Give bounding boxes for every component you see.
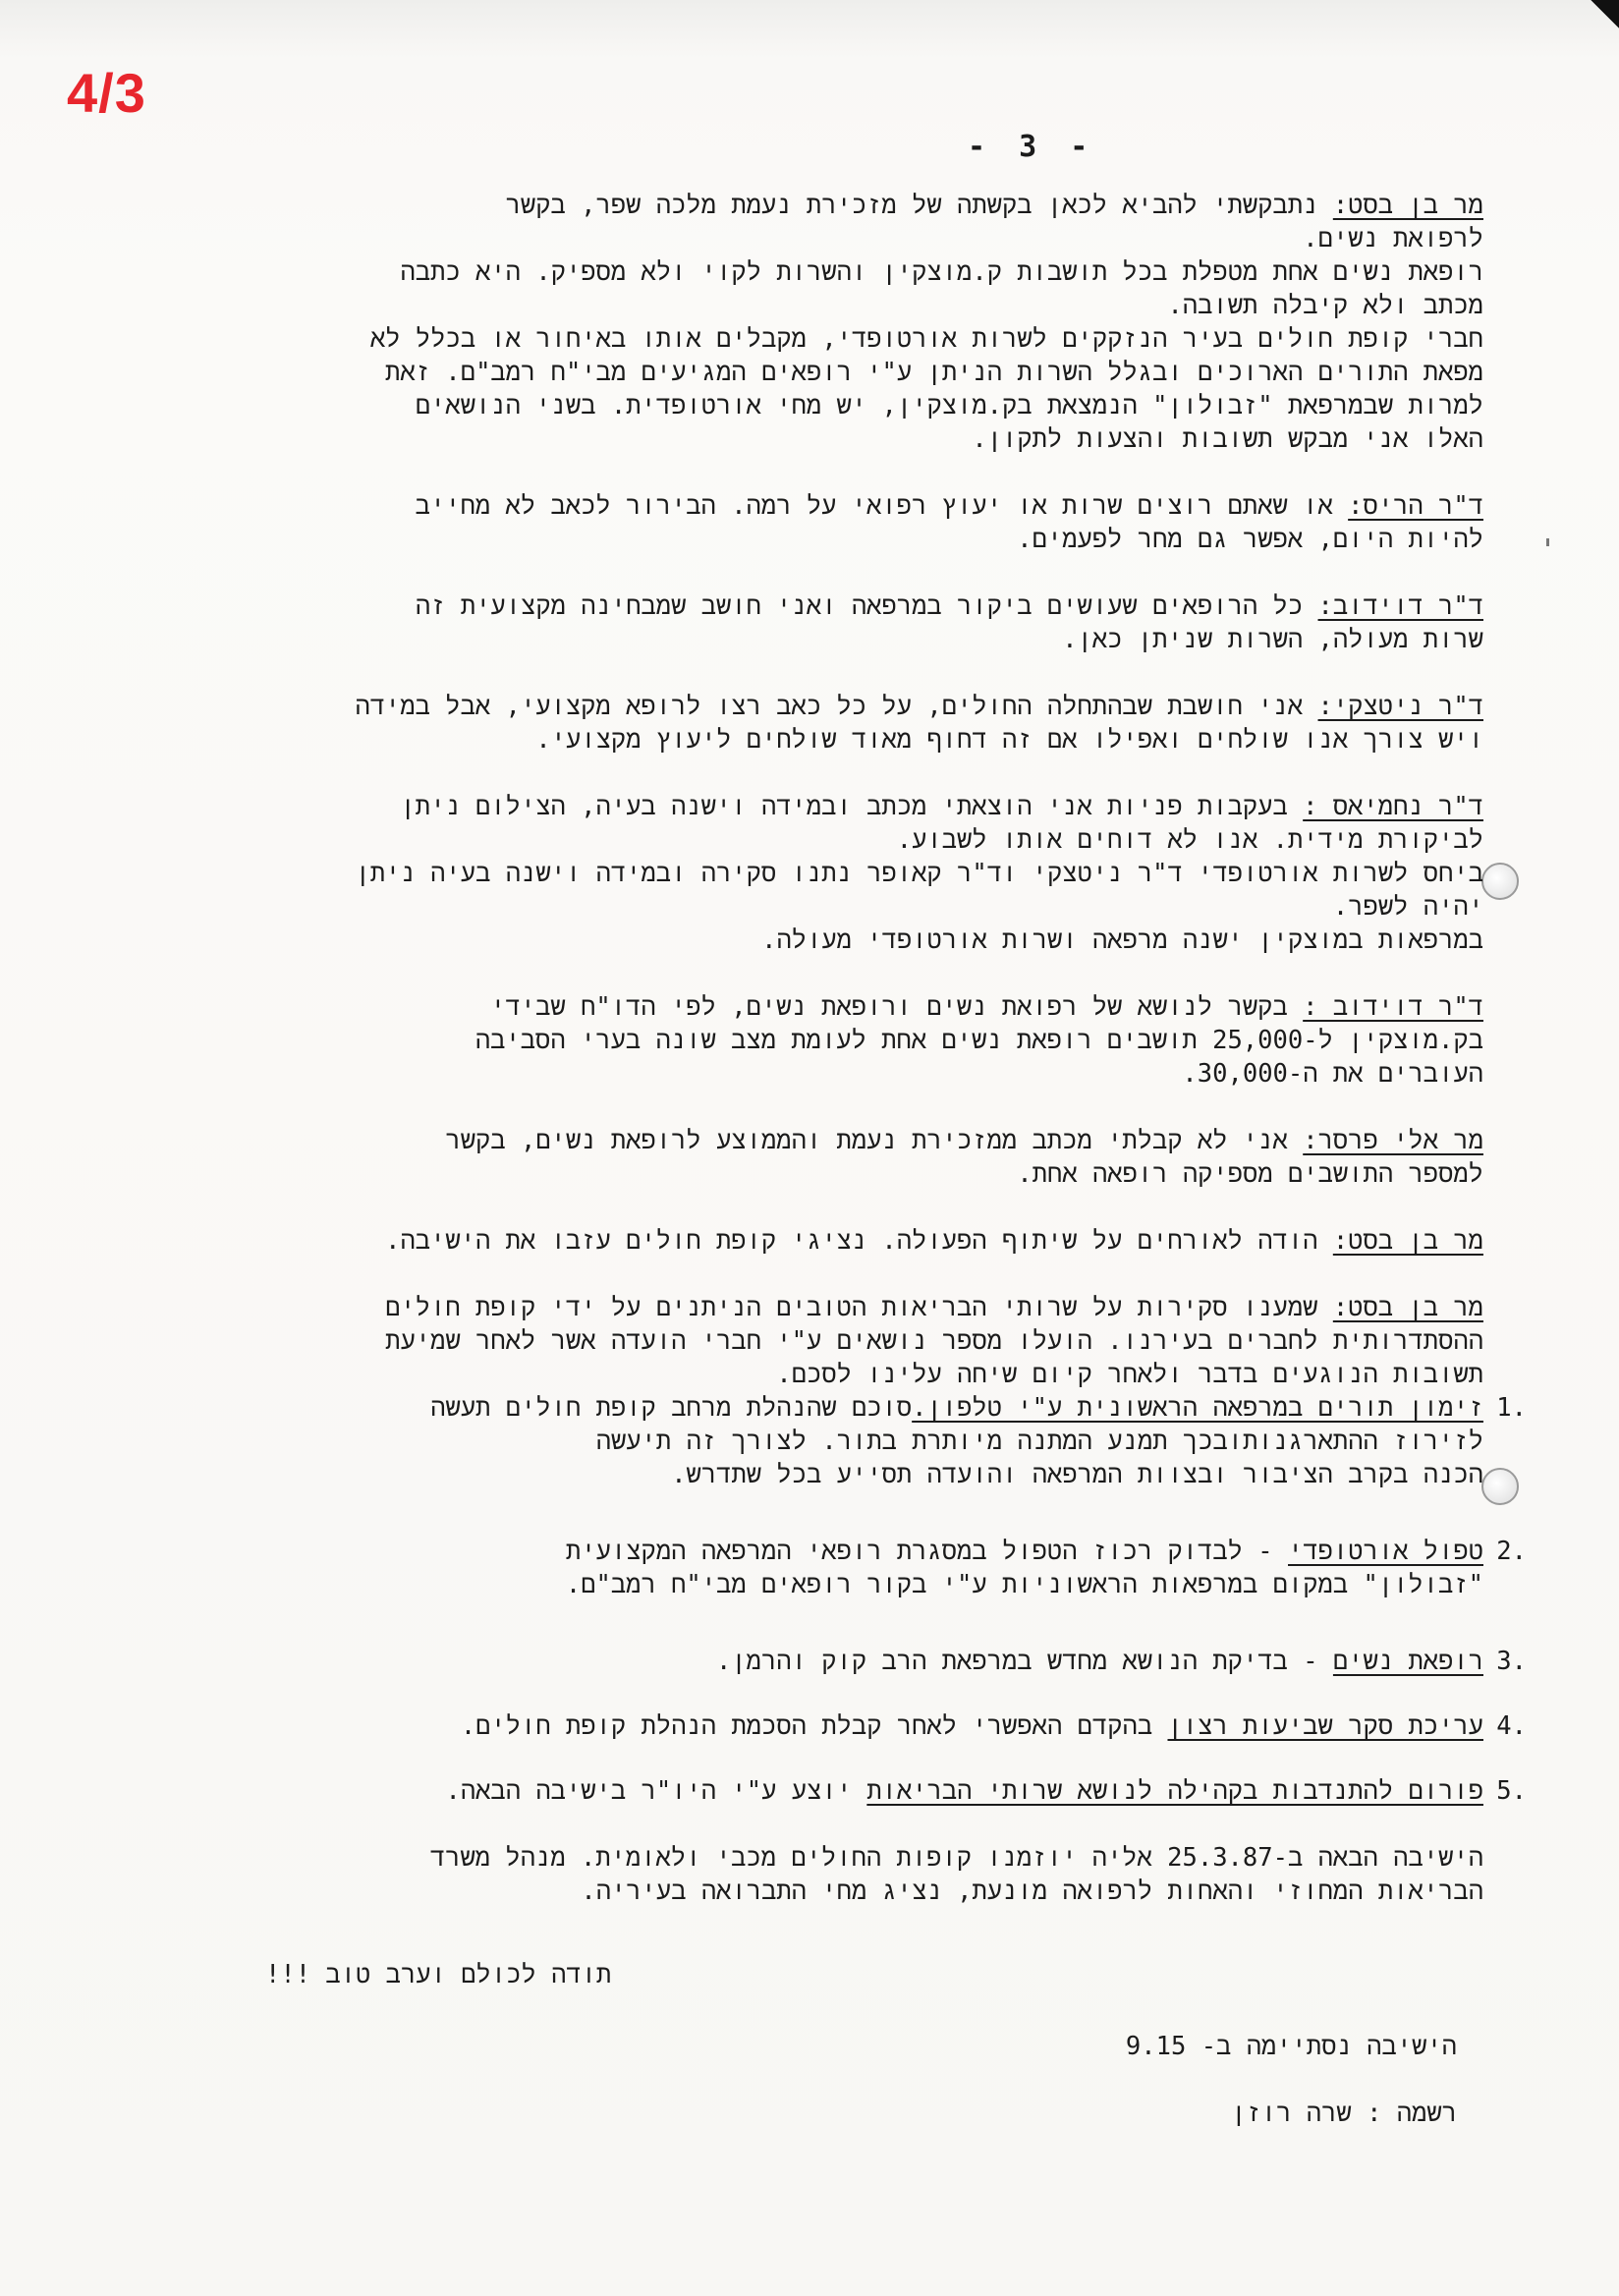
- paragraph-line: בק.מוצקין ל-25,000 תושבים רופאת נשים אחת לעומת מצב שונה בערי הסביבה: [475, 1026, 1483, 1055]
- paragraph-line: [236, 1224, 1483, 1258]
- minutes-paragraph: [236, 1291, 1483, 1391]
- item-topic: עריכת סקר שביעות רצון: [1167, 1711, 1483, 1741]
- paragraph-line: להיות היום, אפשר גם מחר לפעמים.: [1017, 525, 1483, 554]
- item-text: בהקדם האפשרי לאחר קבלת הסכמת הנהלת קופת חולים.: [460, 1711, 1168, 1741]
- paragraph-text: שמענו סקירות על שרותי הבריאות הטובים הניתנים על ידי קופת חולים: [385, 1293, 1318, 1322]
- decision-item: [236, 1774, 1527, 1808]
- paragraph-line: [236, 1645, 1483, 1678]
- punch-hole-icon: [1481, 863, 1519, 900]
- decision-item: [236, 1645, 1527, 1678]
- next-meeting-paragraph: [236, 1841, 1483, 1908]
- paragraph-text: אני לא קבלתי מכתב ממזכירת נעמת והממוצע לרופאת נשים, בקשר: [445, 1126, 1288, 1155]
- speaker-name: ד"ר נחמיאס :: [1303, 792, 1483, 821]
- speaker-name: ד"ר הריס:: [1348, 491, 1483, 521]
- paragraph-line: לזירוז ההתארגנותובכך תמנע המתנה מיותרת בתור. לצורך זה תיעשה: [595, 1427, 1483, 1456]
- item-text: יוצע ע"י היו"ר בישיבה הבאה.: [445, 1776, 867, 1806]
- paragraph-line: [236, 1391, 1483, 1425]
- speaker-name: ד"ר דוידוב:: [1317, 591, 1483, 621]
- paragraph-line: ביחס לשרות אורטופדי ד"ר ניטצקי וד"ר קאופר נתנו סקירה ובמידה וישנה בעיה ניתן: [355, 859, 1483, 888]
- paragraph-line: [236, 1535, 1483, 1568]
- paragraph-line: מכתב ולא קיבלה תשובה.: [1167, 291, 1483, 320]
- paragraph-line: רופאת נשים אחת מטפלת בכל תושבות ק.מוצקין והשרות לקוי ולא מספיק. היא כתבה: [400, 257, 1483, 287]
- paragraph-line: למרות שבמרפאת "זבולון" הנמצאת בק.מוצקין, יש מחי אורטופדית. בשני הנושאים: [415, 391, 1483, 420]
- paragraph-line: [236, 1774, 1483, 1808]
- minutes-body: [236, 189, 1527, 1941]
- paragraph-line: חברי קופת חולים בעיר הנזקקים לשרות אורטופדי, מקבלים אותו באיחור או בכלל לא: [369, 324, 1483, 354]
- item-number: 3.: [1496, 1647, 1527, 1676]
- minutes-paragraph: [236, 1124, 1483, 1191]
- paragraph-line: הישיבה הבאה ב-25.3.87 אליה יוזמנו קופות החולים מכבי ולאומית. מנהל משרד: [429, 1843, 1483, 1873]
- item-text: - בדיקת הנושא מחדש במרפאת הרב קוק והרמן.: [716, 1647, 1333, 1676]
- item-topic: רופאת נשים: [1332, 1647, 1483, 1676]
- speaker-name: ד"ר ניטצקי:: [1317, 692, 1483, 721]
- paragraph-line: תשובות הנוגעים בדבר ולאחר קיום שיחה עלינו לסכם.: [776, 1360, 1483, 1389]
- decisions-list: [236, 1391, 1527, 1808]
- speaker-name: ד"ר דוידוב :: [1303, 992, 1483, 1022]
- punch-hole-icon: [1481, 1468, 1519, 1505]
- item-number: 5.: [1496, 1776, 1527, 1806]
- paragraph-line: [236, 589, 1483, 623]
- item-topic: טפול אורטופדי: [1288, 1537, 1483, 1566]
- paragraph-line: [236, 489, 1483, 523]
- paragraph-line: [236, 790, 1483, 823]
- minutes-paragraph: [236, 589, 1483, 656]
- paragraph-line: [236, 1291, 1483, 1324]
- paragraph-line: במרפאות במוצקין ישנה מרפאה ושרות אורטופדי מעולה.: [761, 925, 1483, 955]
- minutes-paragraph: [236, 690, 1483, 756]
- speaker-name: מר בן בסט:: [1332, 191, 1483, 220]
- paragraph-line: "זבולון" במקום במרפאות הראשוניות ע"י בקור רופאים מבי"ח רמב"ם.: [565, 1570, 1483, 1599]
- minutes-paragraph: [236, 489, 1483, 556]
- paragraph-line: [236, 189, 1483, 222]
- paragraph-line: הכנה בקרב הציבור ובצוות המרפאה והועדה תסייע בכל שתדרש.: [671, 1460, 1483, 1489]
- item-text: - לבדוק רכוז הטפול במסגרת רופאי המרפאה המקצועית: [566, 1537, 1289, 1566]
- minutes-paragraph: [236, 189, 1483, 456]
- paragraph-line: האלו אני מבקש תשובות והצעות לתקון.: [972, 424, 1483, 454]
- item-topic: פורום להתנדבות בקהילה לנושא שרותי הבריאות: [866, 1776, 1483, 1806]
- item-number: 2.: [1496, 1537, 1527, 1566]
- recorder-signature: רשמה : שרה רוזן: [1231, 2099, 1457, 2128]
- paragraph-text: או שאתם רוצים שרות או יעוץ רפואי על רמה. הבירור לכאב לא מחייב: [415, 491, 1333, 521]
- paragraph-line: לביקורת מידית. אנו לא דוחים אותו לשבוע.: [896, 825, 1483, 855]
- paragraph-line: הבריאות המחוזי והאחות לרפואה מונעת, נציג מחי התברואה בעיריה.: [581, 1876, 1483, 1906]
- paragraph-text: כל הרופאים שעושים ביקור במרפאה ואני חושב שמבחינה מקצועית זה: [415, 591, 1304, 621]
- item-text: סוכם שהנהלת מרחב קופת חולים תעשה: [430, 1393, 913, 1423]
- paragraph-line: [236, 1124, 1483, 1157]
- paragraph-text: אני חושבת שבהתחלה החולים, על כל כאב רצו לרופא מקצועי, אבל במידה: [355, 692, 1304, 721]
- paragraph-line: [236, 690, 1483, 723]
- paragraph-text: הודה לאורחים על שיתוף הפעולה. נציגי קופת חולים עזבו את הישיבה.: [385, 1226, 1318, 1256]
- decision-item: [236, 1391, 1527, 1491]
- scan-corner-mark: [1584, 0, 1619, 35]
- speaker-name: מר בן בסט:: [1332, 1293, 1483, 1322]
- minutes-paragraph: [236, 1224, 1483, 1258]
- page-number: - 3 -: [968, 130, 1096, 164]
- paragraph-line: ויש צורך אנו שולחים ואפילו אם זה דחוף מאוד שולחים ליעוץ מקצועי.: [535, 725, 1483, 755]
- paragraph-line: לרפואת נשים.: [1303, 224, 1483, 253]
- meeting-end-time: הישיבה נסתיימה ב- 9.15: [1125, 2032, 1457, 2061]
- page-mark: 4/3: [67, 62, 146, 124]
- decision-item: [236, 1535, 1527, 1601]
- minutes-paragraph: [236, 990, 1483, 1091]
- speaker-name: מר אלי פרסר:: [1303, 1126, 1483, 1155]
- item-number: 1.: [1496, 1393, 1527, 1423]
- paragraph-line: למספר התושבים מספיקה רופאה אחת.: [1017, 1159, 1483, 1189]
- paragraph-line: ההסתדרותית לחברים בעירנו. הועלו מספר נושאים ע"י חברי הועדה אשר לאחר שמיעת: [385, 1326, 1483, 1356]
- item-topic: זימון תורים במרפאה הראשונית ע"י טלפון.: [912, 1393, 1483, 1423]
- paragraph-line: מפאת התורים הארוכים ובגלל השרות הניתן ע"י רופאים המגיעים מבי"ח רמב"ם. זאת: [385, 358, 1483, 387]
- paragraph-line: [236, 990, 1483, 1024]
- item-number: 4.: [1496, 1711, 1527, 1741]
- paragraph-text: בעקבות פניות אני הוצאתי מכתב ובמידה וישנה בעיה, הצילום ניתן: [400, 792, 1288, 821]
- minutes-paragraph: [236, 790, 1483, 957]
- paragraph-line: שרות מעולה, השרות שניתן כאן.: [1062, 625, 1483, 654]
- decision-item: [236, 1709, 1527, 1743]
- paragraph-line: יהיה לשפר.: [1332, 892, 1483, 922]
- paragraph-text: נתבקשתי להביא לכאן בקשתה של מזכירת נעמת מלכה שפר, בקשר: [505, 191, 1318, 220]
- paragraph-line: העוברים את ה-30,000.: [1182, 1059, 1483, 1089]
- scan-tick-mark: [1546, 538, 1549, 546]
- paragraph-line: [236, 1709, 1483, 1743]
- paragraph-text: בקשר לנושא של רפואת נשים ורופאת נשים, לפי הדו"ח שבידי: [490, 992, 1288, 1022]
- speaker-name: מר בן בסט:: [1332, 1226, 1483, 1256]
- closing-thanks: תודה לכולם וערב טוב !!!: [265, 1960, 612, 1989]
